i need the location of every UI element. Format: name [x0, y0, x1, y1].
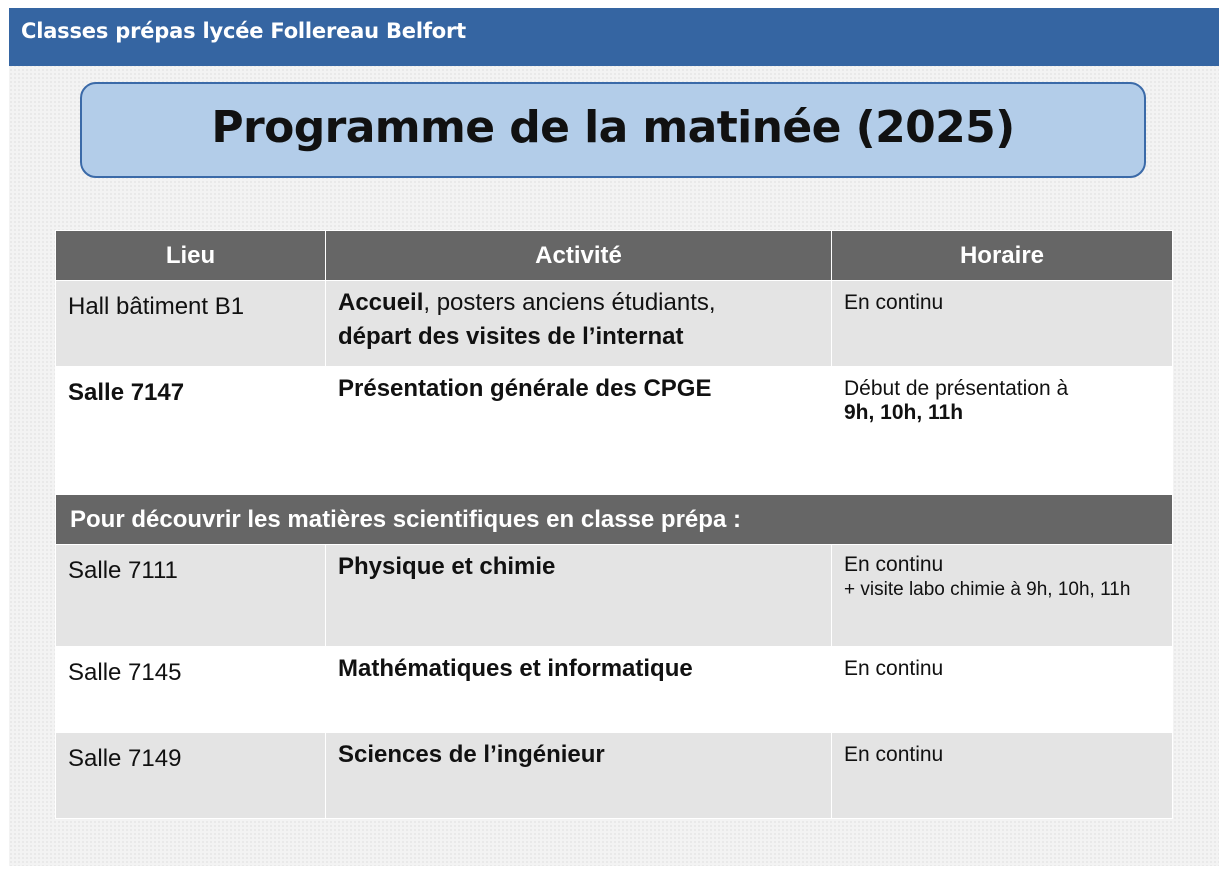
- cell-horaire: En continu: [832, 733, 1173, 819]
- cell-activite: Sciences de l’ingénieur: [326, 733, 832, 819]
- table-row: [56, 733, 1173, 819]
- cell-horaire: [832, 545, 1173, 647]
- horaire-main: En continu: [844, 553, 944, 576]
- cell-activite: Présentation générale des CPGE: [326, 367, 832, 495]
- column-header-lieu: Lieu: [56, 231, 326, 281]
- cell-lieu: Salle 7111: [56, 545, 326, 647]
- cell-activite: Physique et chimie: [326, 545, 832, 647]
- horaire-line1: Début de présentation à: [844, 377, 1069, 400]
- table-row: [56, 545, 1173, 647]
- cell-activite: [326, 281, 832, 367]
- table-row: [56, 647, 1173, 733]
- cell-lieu: Salle 7147: [56, 367, 326, 495]
- cell-lieu: Salle 7149: [56, 733, 326, 819]
- page-title: Programme de la matinée (2025): [211, 101, 1015, 153]
- column-header-horaire: Horaire: [832, 231, 1173, 281]
- section-heading-row: [56, 495, 1173, 545]
- column-header-activite: Activité: [326, 231, 832, 281]
- activite-rest: , posters anciens étudiants,: [423, 289, 716, 316]
- cell-lieu: Hall bâtiment B1: [56, 281, 326, 367]
- title-box: [80, 82, 1146, 178]
- horaire-note: + visite labo chimie à 9h, 10h, 11h: [844, 579, 1131, 600]
- programme-table: [55, 230, 1173, 819]
- activite-bold: Accueil: [338, 289, 424, 316]
- cell-horaire: En continu: [832, 647, 1173, 733]
- cell-horaire: [832, 367, 1173, 495]
- section-heading: Pour découvrir les matières scientifiques en classe prépa :: [56, 495, 1173, 545]
- cell-activite: Mathématiques et informatique: [326, 647, 832, 733]
- table-header-row: [56, 231, 1173, 281]
- table-row: [56, 281, 1173, 367]
- cell-horaire: En continu: [832, 281, 1173, 367]
- cell-lieu: Salle 7145: [56, 647, 326, 733]
- activite-line2: départ des visites de l’internat: [338, 323, 684, 350]
- horaire-line2: 9h, 10h, 11h: [844, 401, 964, 424]
- table-row: [56, 367, 1173, 495]
- header-title: Classes prépas lycée Follereau Belfort: [21, 19, 467, 43]
